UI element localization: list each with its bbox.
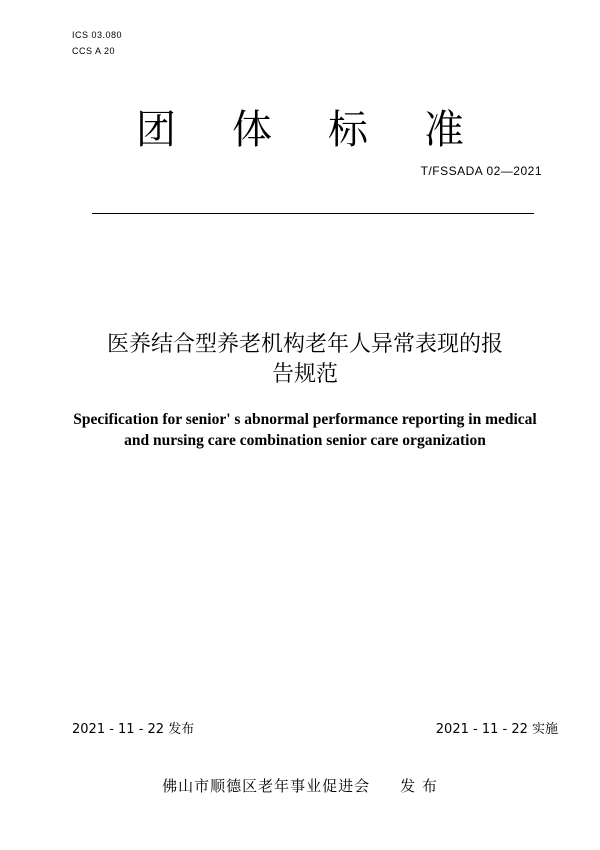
standard-code: T/FSSADA 02—2021 bbox=[420, 164, 542, 178]
title-char: 团 bbox=[136, 107, 176, 153]
chinese-title bbox=[60, 330, 550, 390]
organization-name: 佛山市顺德区老年事业促进会 bbox=[162, 777, 371, 795]
title-char: 体 bbox=[232, 107, 272, 153]
ics-code: ICS 03.080 bbox=[72, 30, 123, 40]
english-title-line: Specification for senior' s abnormal performance reporting in medical bbox=[73, 411, 537, 428]
title-char: 标 bbox=[328, 107, 368, 153]
chinese-title-line: 告规范 bbox=[271, 362, 338, 387]
publish-label: 发 布 bbox=[400, 777, 438, 795]
english-title bbox=[40, 409, 570, 451]
divider bbox=[92, 213, 534, 214]
publisher bbox=[0, 775, 600, 796]
document-type-title bbox=[0, 98, 600, 155]
ccs-code: CCS A 20 bbox=[72, 46, 116, 56]
title-char: 准 bbox=[424, 107, 464, 153]
english-title-line: and nursing care combination senior care organization bbox=[124, 432, 486, 449]
chinese-title-line: 医养结合型养老机构老年人异常表现的报 bbox=[106, 332, 503, 357]
publish-date: 2021 - 11 - 22 发布 bbox=[72, 722, 195, 737]
implement-date: 2021 - 11 - 22 实施 bbox=[435, 722, 558, 737]
